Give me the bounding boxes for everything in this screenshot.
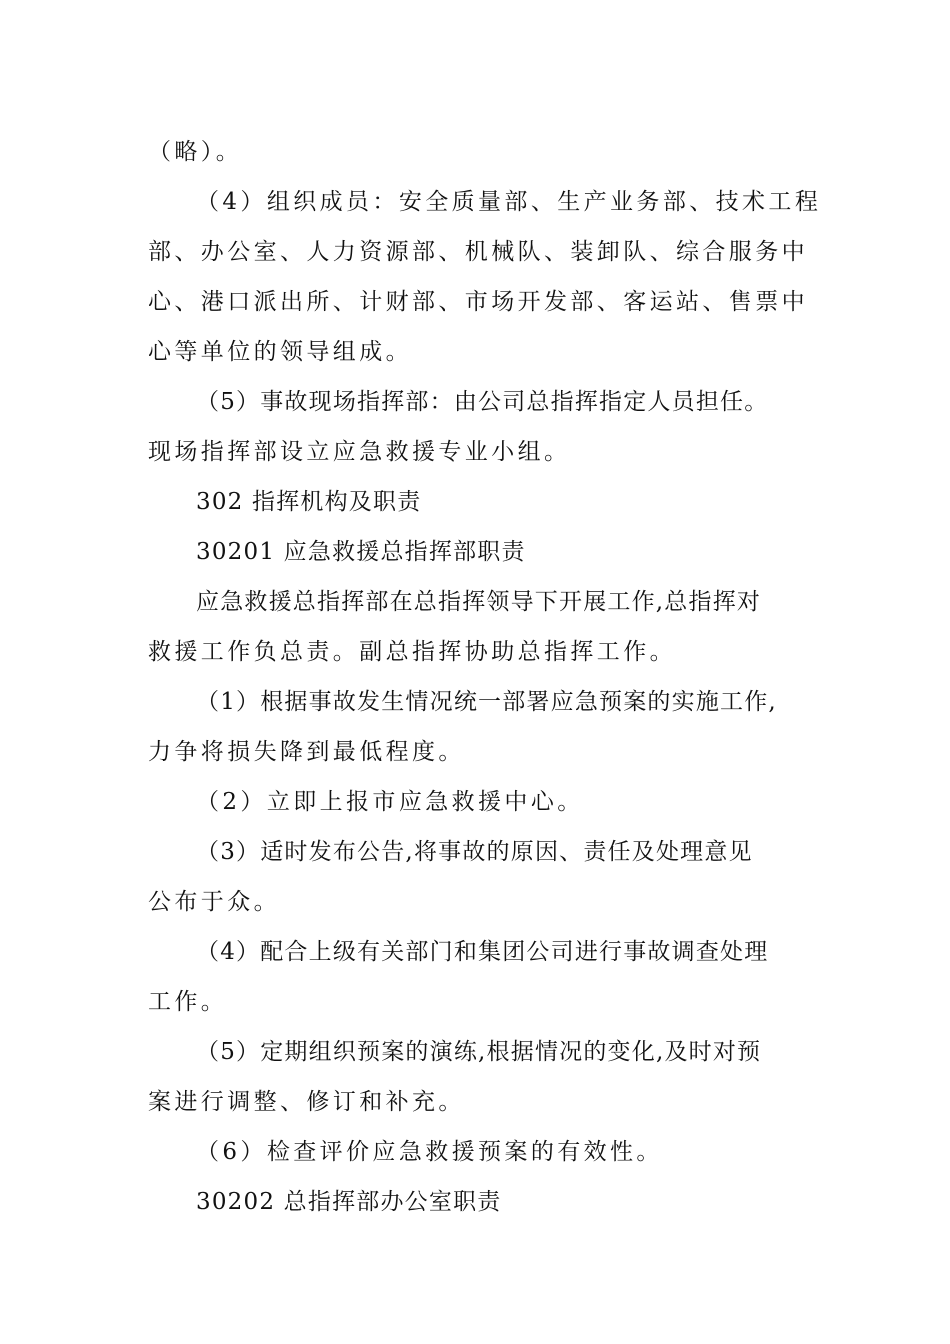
- text-line: 工作。: [148, 989, 228, 1015]
- text-line-item-5-onsite-command: （5）事故现场指挥部：由公司总指挥指定人员担任。: [196, 389, 769, 415]
- text-line-duty-6: （6）检查评价应急救援预案的有效性。: [196, 1139, 663, 1165]
- paragraph-line: 应急救援总指挥部在总指挥领导下开展工作,总指挥对: [196, 589, 762, 615]
- text-line: 救援工作负总责。副总指挥协助总指挥工作。: [148, 639, 676, 665]
- text-line: 公布于众。: [148, 889, 280, 915]
- document-body: [148, 127, 822, 1227]
- section-heading-302: 302 指挥机构及职责: [196, 489, 422, 515]
- text-line: 心、港口派出所、计财部、市场开发部、客运站、售票中: [148, 289, 808, 315]
- text-line: 力争将损失降到最低程度。: [148, 739, 465, 765]
- text-line-duty-5: （5）定期组织预案的演练,根据情况的变化,及时对预: [196, 1039, 762, 1065]
- text-line: 案进行调整、修订和补充。: [148, 1089, 465, 1115]
- text-line-duty-1: （1）根据事故发生情况统一部署应急预案的实施工作,: [196, 689, 777, 715]
- text-line: 部、办公室、人力资源部、机械队、装卸队、综合服务中: [148, 239, 808, 265]
- text-line-duty-3: （3）适时发布公告,将事故的原因、责任及处理意见: [196, 839, 753, 865]
- text-line: 心等单位的领导组成。: [148, 339, 412, 365]
- section-heading-30201: 30201 应急救援总指挥部职责: [196, 539, 526, 565]
- text-line-continuation: （略）。: [148, 139, 243, 165]
- section-heading-30202: 30202 总指挥部办公室职责: [196, 1189, 502, 1215]
- text-line-duty-2: （2）立即上报市应急救援中心。: [196, 789, 584, 815]
- text-line-item-4-members: （4）组织成员：安全质量部、生产业务部、技术工程: [196, 189, 822, 215]
- text-line: 现场指挥部设立应急救援专业小组。: [148, 439, 571, 465]
- text-line-duty-4: （4）配合上级有关部门和集团公司进行事故调查处理: [196, 939, 769, 965]
